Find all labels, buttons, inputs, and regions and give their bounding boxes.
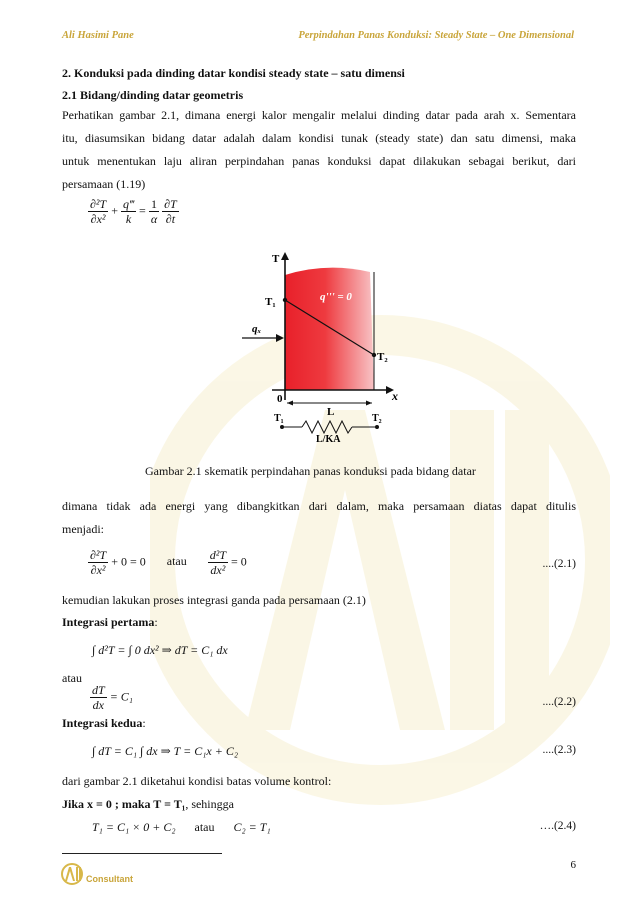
resistance-node-left: [280, 425, 284, 429]
header-author: Ali Hasimi Pane: [62, 30, 134, 41]
eq22-num: dT: [92, 683, 105, 697]
integration-first-colon: :: [154, 615, 158, 629]
equation-2-2: [90, 683, 133, 712]
eq22-den: dx: [92, 698, 104, 712]
integration-second-label: Integrasi kedua: [62, 716, 143, 730]
eq119-equals: =: [139, 203, 146, 218]
label-length: L: [327, 406, 335, 418]
resistance-zigzag: [302, 421, 352, 433]
integration-first-heading: [62, 615, 158, 629]
eq21-number: ....(2.1): [542, 558, 576, 570]
axis-label-x: x: [392, 389, 398, 403]
boundary-condition: [62, 797, 234, 811]
axis-label-t: T: [272, 253, 280, 265]
integration-second-heading: [62, 716, 146, 730]
body-p3: dari gambar 2.1 diketahui kondisi batas volume kontrol:: [62, 774, 332, 788]
wall-body: [285, 268, 374, 390]
body-p1-line-1: dimana tidak ada energi yang dibangkitkan dari dalam, maka persamaan diatas dapat ditulis: [62, 499, 576, 513]
figure-plane-wall: [232, 250, 402, 445]
label-origin: 0: [277, 393, 283, 405]
eq24-number: ….(2.4): [539, 820, 576, 832]
equation-2-4: [92, 820, 271, 835]
eq21-left-num: ∂²T: [90, 548, 107, 562]
label-qx: qₓ: [252, 323, 262, 335]
eq21-left-den: ∂x²: [90, 563, 106, 577]
footer-rule: [62, 853, 222, 854]
eq119-num1: ∂²T: [90, 197, 107, 211]
page-number: 6: [570, 859, 576, 871]
label-t1: T₁: [265, 296, 276, 308]
body-atau: atau: [62, 671, 82, 685]
eq24-or: atau: [194, 820, 215, 834]
equation-2-1: [88, 548, 247, 577]
label-res-t2: T₂: [372, 413, 382, 424]
resistance-node-right: [375, 425, 379, 429]
eq119-num2: q‴: [122, 197, 135, 211]
header-title: Perpindahan Panas Konduksi: Steady State – One Dimensional: [298, 30, 574, 41]
qx-arrow-head: [276, 334, 284, 342]
label-qgen: q''' = 0: [320, 291, 352, 303]
body-p2: kemudian lakukan proses integrasi ganda pada persamaan (2.1): [62, 593, 366, 607]
eq23-number: ....(2.3): [542, 744, 576, 756]
label-resistance: L/KA: [316, 434, 341, 445]
intro-line-4: persamaan (1.19): [62, 177, 146, 191]
eq21-or: atau: [166, 554, 187, 569]
body-p1-line-2: menjadi:: [62, 522, 104, 536]
intro-line-2: itu, diasumsikan bidang datar adalah dalam kondisi tunak (steady state) dan satu dimensi, maka: [62, 131, 576, 145]
eq119-den3: α: [150, 212, 158, 226]
intro-line-1: Perhatikan gambar 2.1, dimana energi kalor mengalir melalui dinding datar pada arah x. Sementara: [62, 108, 576, 122]
eq21-right-num: d²T: [209, 548, 227, 562]
eq119-den4: ∂t: [165, 212, 176, 226]
equation-1-19: [88, 197, 179, 226]
eq119-den1: ∂x²: [90, 212, 106, 226]
t1-point: [283, 298, 287, 302]
eq21-left-rest: + 0 = 0: [111, 554, 146, 569]
equation-2-3: ∫ dT = C₁ ∫ dx ⇒ T = C₁x + C₂: [92, 744, 239, 758]
t2-point: [372, 353, 376, 357]
eq21-right-den: dx²: [210, 563, 226, 577]
boundary-condition-rest: , sehingga: [185, 797, 234, 811]
eq21-right-rest: = 0: [231, 554, 247, 569]
footer-logo-icon: [60, 862, 86, 886]
eq119-num3: 1: [149, 197, 159, 212]
intro-line-3: untuk menentukan laju aliran perpindahan panas konduksi dapat dilakukan sebagai berikut, dari: [62, 154, 576, 168]
integration-second-colon: :: [142, 716, 146, 730]
footer-logo-text: Consultant: [86, 874, 133, 884]
eq119-num4: ∂T: [164, 197, 177, 211]
eq24-right: C₂ = T₁: [233, 820, 271, 834]
section-subheading: 2.1 Bidang/dinding datar geometris: [62, 88, 244, 102]
eq22-number: ....(2.2): [542, 696, 576, 708]
eq119-plus: +: [111, 203, 118, 218]
equation-integration-first: ∫ d²T = ∫ 0 dx² ⇒ dT = C₁ dx: [92, 643, 228, 657]
eq22-rest: = C₁: [109, 689, 133, 704]
figure-caption: Gambar 2.1 skematik perpindahan panas konduksi pada bidang datar: [145, 464, 476, 478]
label-t2: T₂: [377, 351, 388, 363]
section-heading: 2. Konduksi pada dinding datar kondisi steady state – satu dimensi: [62, 66, 405, 80]
integration-first-label: Integrasi pertama: [62, 615, 155, 629]
t-axis-arrow: [281, 252, 289, 260]
label-res-t1: T₁: [274, 413, 284, 424]
boundary-condition-bold: Jika x = 0 ; maka T = T₁: [62, 797, 186, 811]
eq119-den2: k: [125, 212, 132, 226]
eq24-left: T₁ = C₁ × 0 + C₂: [92, 820, 176, 834]
